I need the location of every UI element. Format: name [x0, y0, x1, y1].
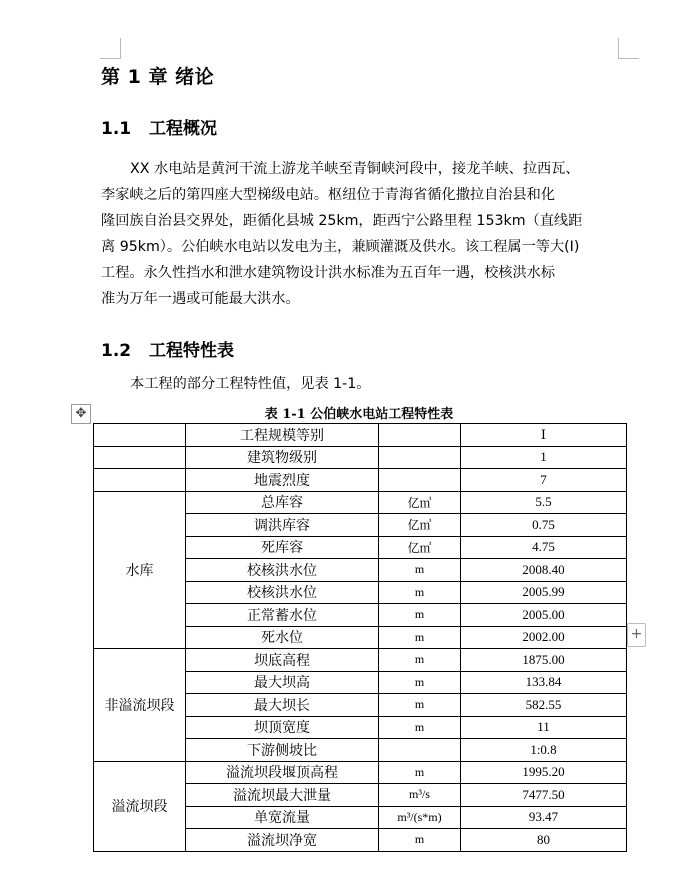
- value-cell: 4.75: [461, 536, 627, 559]
- unit-cell: [379, 469, 461, 492]
- value-cell: 1875.00: [461, 649, 627, 672]
- table-intro-paragraph: [101, 371, 621, 397]
- paragraph-line: 准为万年一遇或可能最大洪水。: [101, 291, 300, 307]
- value-cell: 11: [461, 716, 627, 739]
- item-name-cell: 单宽流量: [186, 806, 379, 829]
- unit-cell: [379, 424, 461, 447]
- unit-cell: m: [379, 604, 461, 627]
- paragraph-line: 离 95km）。公伯峡水电站以发电为主，兼顾灌溉及供水。该工程属一等大(Ⅰ): [101, 239, 580, 255]
- item-name-cell: 地震烈度: [186, 469, 379, 492]
- unit-cell: 亿㎥: [379, 491, 461, 514]
- unit-cell: m: [379, 649, 461, 672]
- value-cell: 2008.40: [461, 559, 627, 582]
- value-cell: 582.55: [461, 694, 627, 717]
- group-label-cell: 非溢流坝段: [94, 649, 186, 762]
- unit-cell: m: [379, 716, 461, 739]
- item-name-cell: 坝底高程: [186, 649, 379, 672]
- paragraph-line: 隆回族自治县交界处，距循化县城 25km，距西宁公路里程 153km（直线距: [101, 213, 583, 229]
- table-row: [94, 424, 627, 447]
- category-cell: [94, 424, 186, 447]
- section-heading-spec-table: [101, 336, 234, 361]
- section-heading-overview: [101, 114, 217, 139]
- item-name-cell: 死库容: [186, 536, 379, 559]
- item-name-cell: 最大坝长: [186, 694, 379, 717]
- category-cell: [94, 446, 186, 469]
- section-title: 工程特性表: [149, 341, 234, 361]
- group-label-cell: 溢流坝段: [94, 761, 186, 851]
- unit-cell: [379, 739, 461, 762]
- table-move-handle-icon[interactable]: ✥: [71, 404, 91, 424]
- value-cell: 2005.00: [461, 604, 627, 627]
- table-row: [94, 761, 627, 784]
- item-name-cell: 工程规模等别: [186, 424, 379, 447]
- page-corner-mark-top-right: [618, 38, 639, 59]
- value-cell: 133.84: [461, 671, 627, 694]
- page-corner-mark-top-left: [100, 38, 121, 59]
- unit-cell: m: [379, 626, 461, 649]
- unit-cell: m: [379, 559, 461, 582]
- unit-cell: 亿㎥: [379, 514, 461, 537]
- value-cell: Ⅰ: [461, 424, 627, 447]
- item-name-cell: 死水位: [186, 626, 379, 649]
- value-cell: 2005.99: [461, 581, 627, 604]
- value-cell: 93.47: [461, 806, 627, 829]
- item-name-cell: 溢流坝净宽: [186, 829, 379, 852]
- item-name-cell: 坝顶宽度: [186, 716, 379, 739]
- unit-cell: m: [379, 581, 461, 604]
- item-name-cell: 溢流坝段堰顶高程: [186, 761, 379, 784]
- paragraph-line: 工程。永久性挡水和泄水建筑物设计洪水标准为五百年一遇，校核洪水标: [101, 265, 556, 281]
- group-label-cell: 水库: [94, 491, 186, 649]
- item-name-cell: 最大坝高: [186, 671, 379, 694]
- value-cell: 1:0.8: [461, 739, 627, 762]
- item-name-cell: 调洪库容: [186, 514, 379, 537]
- item-name-cell: 正常蓄水位: [186, 604, 379, 627]
- unit-cell: [379, 446, 461, 469]
- table-row: [94, 469, 627, 492]
- add-row-plus-icon[interactable]: +: [627, 623, 646, 647]
- item-name-cell: 校核洪水位: [186, 581, 379, 604]
- unit-cell: m³/(s*m): [379, 806, 461, 829]
- value-cell: 1: [461, 446, 627, 469]
- value-cell: 1995.20: [461, 761, 627, 784]
- value-cell: 0.75: [461, 514, 627, 537]
- table-caption: 表 1-1 公伯峡水电站工程特性表: [264, 407, 454, 422]
- value-cell: 7477.50: [461, 784, 627, 807]
- paragraph-line: 李家峡之后的第四座大型梯级电站。枢纽位于青海省循化撒拉自治县和化: [101, 187, 556, 203]
- value-cell: 5.5: [461, 491, 627, 514]
- spec-table: [93, 423, 627, 852]
- overview-paragraph: [101, 156, 621, 312]
- item-name-cell: 溢流坝最大泄量: [186, 784, 379, 807]
- unit-cell: m: [379, 694, 461, 717]
- unit-cell: m: [379, 671, 461, 694]
- table-row: [94, 491, 627, 514]
- unit-cell: m³/s: [379, 784, 461, 807]
- value-cell: 80: [461, 829, 627, 852]
- paragraph-line: XX 水电站是黄河干流上游龙羊峡至青铜峡河段中，接龙羊峡、拉西瓦、: [130, 161, 580, 177]
- category-cell: [94, 469, 186, 492]
- item-name-cell: 下游侧坡比: [186, 739, 379, 762]
- section-title: 工程概况: [149, 119, 217, 139]
- section-number: 1.1: [101, 119, 132, 139]
- unit-cell: 亿㎥: [379, 536, 461, 559]
- unit-cell: m: [379, 761, 461, 784]
- unit-cell: m: [379, 829, 461, 852]
- paragraph-line: 本工程的部分工程特性值，见表 1-1。: [130, 376, 371, 392]
- item-name-cell: 校核洪水位: [186, 559, 379, 582]
- table-row: [94, 446, 627, 469]
- value-cell: 2002.00: [461, 626, 627, 649]
- table-row: [94, 649, 627, 672]
- chapter-title: 第 1 章 绪论: [101, 66, 215, 88]
- section-number: 1.2: [101, 341, 132, 361]
- item-name-cell: 总库容: [186, 491, 379, 514]
- item-name-cell: 建筑物级别: [186, 446, 379, 469]
- value-cell: 7: [461, 469, 627, 492]
